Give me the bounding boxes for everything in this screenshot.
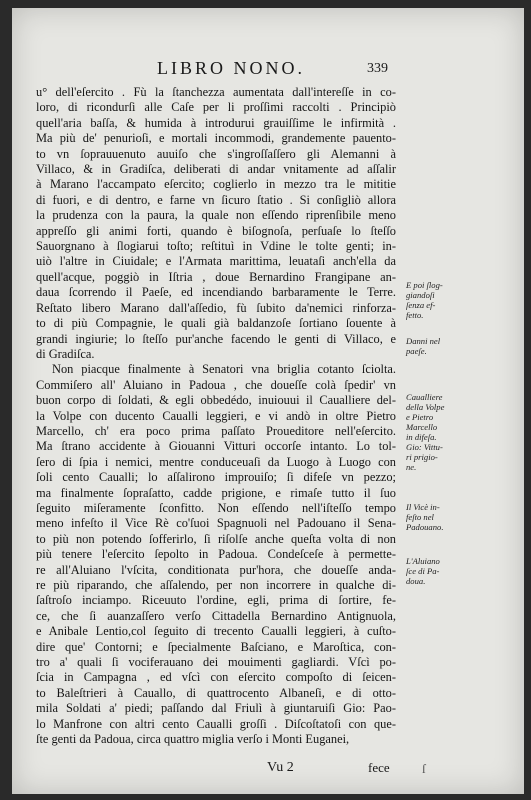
body-line: u° dell'eſercito . Fù la ſtanchezza aumentata dall'intereſſe in co- (36, 85, 396, 99)
body-line: Ma ſtrano accidente à Giouanni Vitturi occorſe intanto. Lo tol- (36, 439, 396, 454)
body-line: la Volpe con ducento Caualli leggieri, e vi andò in oltre Pietro (36, 408, 396, 423)
running-title: LIBRO NONO. (157, 58, 305, 78)
body-line: uiò l'altre in Ciuidale; e l'Armata marittima, leuataſi anch'ella da (36, 254, 396, 269)
margin-note-departure: E poi ſlog- giandoſi ſenza ef- fetto. (406, 280, 443, 320)
ink-mark: ſ (422, 761, 426, 776)
body-line: mila Soldati a' piedi; paſſando dal Friulì à giuntaruiſi Gio: Pao- (36, 701, 396, 716)
body-line: Reſtato libero Marano dall'aſſedio, fù ſubito da'nemici rinforza- (36, 300, 396, 315)
body-line: ſoli cento Caualli; lo aſſalirono improuiſo; ſi difeſe vn pezzo; (36, 470, 396, 485)
body-line: to Baleſtrieri à Cauallo, di quattrocento Albaneſi, e di otto- (36, 685, 396, 700)
body-line: Ma più de' penurioſi, e mortali incommodi, grandemente pauento- (36, 131, 396, 146)
body-line: grandi ingiurie; lo ſteſſo pur'anche facendo le genti di Villaco, e (36, 331, 396, 346)
body-line: dire que' Contorni; e ſpecialmente Baſciano, e Maroſtica, con- (36, 639, 396, 654)
body-line: Marcello, ch' era poco prima paſſato Proueditore nell'eſercito. (36, 423, 396, 438)
signature-mark: Vu 2 (267, 760, 294, 775)
body-line: Commiſero all' Aluiano in Padoua , che doueſſe colà ſpedir' vn (36, 377, 396, 392)
body-line: ſero di ſpia i nemici, mentre conduceuaſi da Luogo à Luogo con (36, 454, 396, 469)
body-line: Non piacque finalmente à Senatori vna briglia cotanto ſciolta. (52, 362, 396, 377)
body-line: e Anibale Lentio,col ſeguito di trecento Caualli leggieri, à cuſto- (36, 624, 396, 639)
body-text (36, 85, 396, 747)
body-line: Sauorgnano à ſlogiarui toſto; reſtituì in Vdine le tolte genti; in- (36, 239, 396, 254)
margin-note-damage: Danni nel paeſe. (406, 336, 441, 356)
body-line: lo Manfrone con altri cento Caualli groſſi . Diſcoſtatoſi con que- (36, 716, 396, 731)
margin-note-vice-re: Il Vicè in- feſto nel Padouano. (406, 502, 444, 532)
catchword: fece (368, 760, 390, 775)
body-line: to più non potendo ſofferirlo, ſi riſolſe anche queſta volta di non (36, 531, 396, 546)
page-number: 339 (367, 61, 388, 76)
body-line: ſeguito miſeramente ſconfitto. Non eſſendo nell'iſteſſo tempo (36, 500, 396, 515)
body-line: daua ſcorrendo il Paeſe, ed incendiando barbaramente le Terre. (36, 285, 396, 300)
body-line: to di più Compagnie, le quali già baldanzoſe ſortiano ſouente à (36, 316, 396, 331)
body-line: più tenere l'eſercito ſepolto in Padoua. Condeſceſe à permette- (36, 547, 396, 562)
body-line: quell'aria baſſa, & humida à introdurui grauiſſime le infirmità . (36, 115, 396, 130)
body-line: ma finalmente ſopraſatto, cadde prigione, e rimaſe tutto il ſuo (36, 485, 396, 500)
body-line: ſte genti da Padoua, circa quattro miglia verſo i Monti Euganei, (36, 732, 350, 747)
page-footer (12, 760, 524, 780)
margin-note-aluiano: L'Aluiano ſce di Pa- doua. (406, 556, 440, 586)
body-line: to vn ſoprauuenuto auuiſo che s'ingroſſaſſero gli Alemanni à (36, 146, 396, 161)
body-line: loro, di ricondurſi alle Caſe per li proſſimi raccolti . Principiò (36, 100, 396, 115)
body-line: meno infeſto il Vice Rè co'ſuoi Spagnuoli nel Padouano il Sena- (36, 516, 396, 531)
body-line: quell'acque, poggiò in Iſtria , doue Bernardino Frangipane an- (36, 269, 396, 284)
body-line: tro a' quali ſi vociferauano dei mouimenti gagliardi. Vſcì po- (36, 655, 396, 670)
body-line: ſaſtroſo inciampo. Riceuuto l'ordine, egli, prima di ſortire, fe- (36, 593, 396, 608)
margin-note-volpe-vitturi: Caualliere della Volpe e Pietro Marcello in difeſa. Gio: Vittu- ri prigio- ne. (406, 392, 445, 472)
body-line: la prudenza con la paura, la quale non eſſendo riprenſibile meno (36, 208, 396, 223)
body-line: di fuori, e di dentro, e farne vn ſicuro ſtatio . Si conſigliò allora (36, 192, 396, 207)
body-line: Villaco, & in Gradiſca, deliberati di andar vnitamente ad aſſalir (36, 162, 396, 177)
body-line: re all'Aluiano l'vſcita, conditionata pur'hora, che doueſſe anda- (36, 562, 396, 577)
body-line: à Marano l'accampato eſercito; coglierlo in mezzo tra le mititie (36, 177, 396, 192)
body-line: di Gradiſca. (36, 346, 95, 361)
body-line: ſcia in Campagna , ed vſcì con eſercito compoſto di ſeicen- (36, 670, 396, 685)
body-line: re più riparando, che aſſalendo, per non incorrere in qualche di- (36, 578, 396, 592)
book-page (12, 8, 524, 794)
body-line: buon corpo di ſoldati, & egli obbedédo, inuiouui il Caualliere del- (36, 393, 396, 408)
body-line: appreſſo gli animi forti, quando è biſognoſa, perſuaſe lo ſteſſo (36, 223, 396, 238)
body-line: ce, che ſi auanzaſſero verſo Cittadella Bernardino Antignuola, (36, 608, 396, 623)
page-header (12, 58, 524, 80)
